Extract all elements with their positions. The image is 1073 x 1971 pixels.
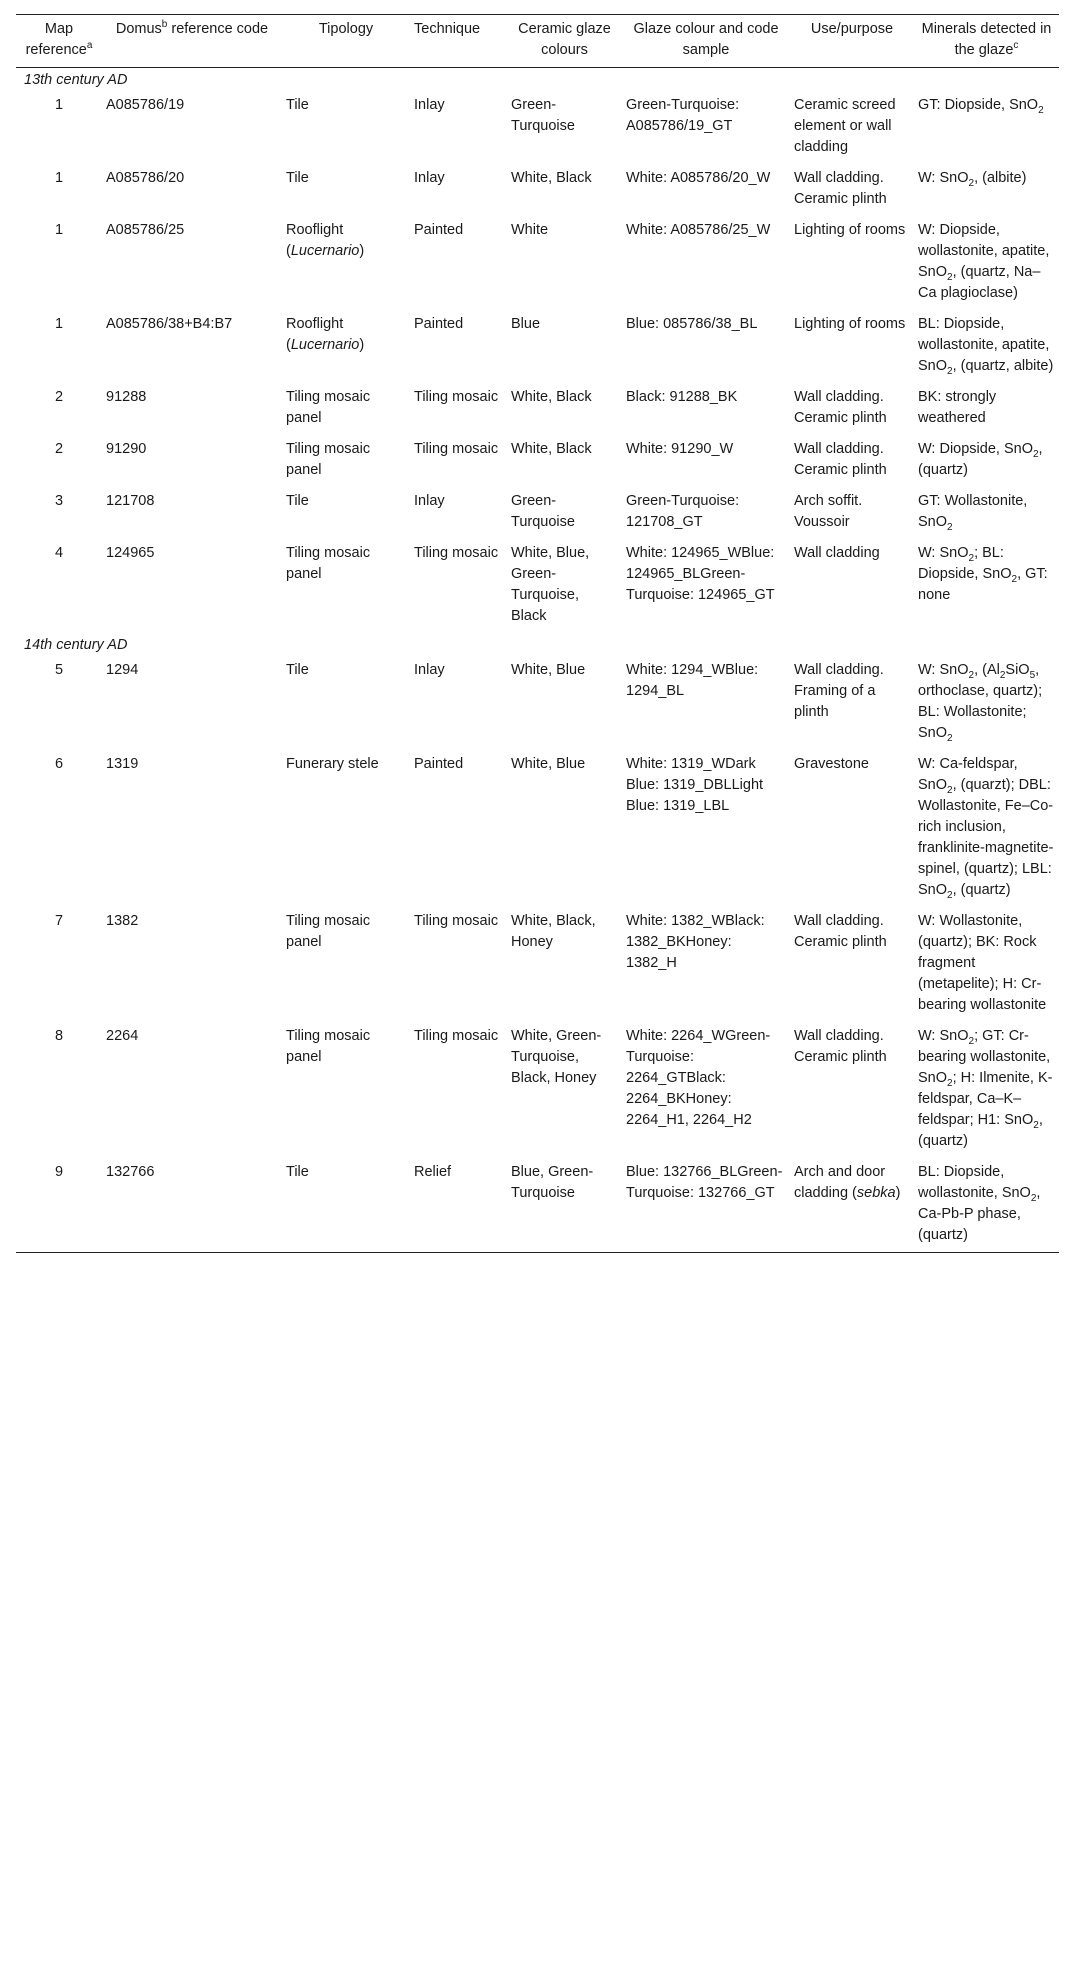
minerals-cell: BL: Diopside, wollastonite, apatite, SnO$_2$, (quartz, albite) [918, 316, 1054, 377]
table-row [16, 1158, 1059, 1253]
domus-code-cell: 2264 [106, 1028, 139, 1044]
tipology-cell: Tile [286, 493, 309, 509]
use-purpose-cell: Wall cladding. Ceramic plinth [794, 441, 887, 478]
map-reference-cell: 1 [54, 170, 64, 186]
glaze-code-cell: White: 1319_WDark Blue: 1319_DBLLight Blue: 1319_LBL [626, 756, 764, 814]
table-header [16, 15, 1059, 68]
use-purpose-cell: Gravestone [794, 756, 869, 772]
map-reference-cell: 1 [54, 97, 64, 113]
minerals-cell: BK: strongly weathered [918, 389, 997, 426]
use-purpose-cell: Wall cladding. Ceramic plinth [794, 389, 887, 426]
technique-cell: Inlay [414, 97, 445, 113]
technique-cell: Tiling mosaic [414, 545, 499, 561]
ceramic-colours-cell: Green-Turquoise [511, 97, 575, 134]
domus-code-cell: 121708 [106, 493, 155, 509]
map-reference-cell: 4 [54, 545, 64, 561]
glaze-code-cell: White: 1294_WBlue: 1294_BL [626, 662, 759, 699]
map-reference-cell: 2 [54, 441, 64, 457]
ceramic-colours-cell: White, Blue, Green-Turquoise, Black [511, 545, 590, 624]
use-purpose-cell: Wall cladding [794, 545, 880, 561]
glaze-code-cell: White: 91290_W [626, 441, 734, 457]
technique-cell: Tiling mosaic [414, 913, 499, 929]
glaze-code-cell: Black: 91288_BK [626, 389, 738, 405]
use-purpose-cell: Lighting of rooms [794, 316, 906, 332]
use-purpose-cell: Wall cladding. Framing of a plinth [794, 662, 884, 720]
ceramic-colours-cell: Green-Turquoise [511, 493, 575, 530]
table-row [16, 164, 1059, 216]
glaze-table [16, 14, 1059, 1253]
use-purpose-cell: Wall cladding. Ceramic plinth [794, 1028, 887, 1065]
map-reference-cell: 9 [16, 1158, 102, 1253]
table-row [16, 656, 1059, 750]
minerals-cell: W: SnO$_2$, (albite) [918, 170, 1027, 189]
use-purpose-cell: Wall cladding. Ceramic plinth [794, 913, 887, 950]
technique-cell: Painted [414, 222, 464, 238]
minerals-cell: W: Wollastonite, (quartz); BK: Rock fragment (metapelite); H: Cr-bearing wollastonite [918, 913, 1047, 1013]
minerals-cell: W: SnO$_2$; BL: Diopside, SnO$_2$, GT: none [918, 545, 1048, 603]
tipology-cell: Tile [286, 97, 309, 113]
domus-code-cell: 1319 [106, 756, 139, 772]
technique-cell: Tiling mosaic [414, 389, 499, 405]
table-row [16, 1022, 1059, 1158]
map-reference-cell: 6 [54, 756, 64, 772]
ceramic-colours-cell: Blue, Green-Turquoise [507, 1158, 622, 1253]
ceramic-colours-cell: Blue [511, 316, 541, 332]
header-domus-code: Domus$^b$ reference code [102, 15, 282, 68]
technique-cell: Painted [414, 756, 464, 772]
header-tipology: Tipology [282, 15, 410, 68]
technique-cell: Inlay [414, 662, 445, 678]
technique-cell: Inlay [414, 170, 445, 186]
domus-code-cell: 91288 [106, 389, 147, 405]
minerals-cell: W: Diopside, SnO$_2$, (quartz) [918, 441, 1043, 478]
glaze-code-cell: White: A085786/20_W [626, 170, 771, 186]
ceramic-colours-cell: White [511, 222, 549, 238]
technique-cell: Painted [414, 316, 464, 332]
glaze-code-cell: White: 2264_WGreen-Turquoise: 2264_GTBlack: 2264_BKHoney: 2264_H1, 2264_H2 [626, 1028, 771, 1128]
map-reference-cell: 2 [54, 389, 64, 405]
header-ceramic-glaze-colours: Ceramic glaze colours [507, 15, 622, 68]
section-title: 13th century AD [24, 72, 128, 88]
tipology-cell: Funerary stele [286, 756, 379, 772]
domus-code-cell: A085786/20 [106, 170, 185, 186]
use-purpose-cell: Lighting of rooms [794, 222, 906, 238]
domus-code-cell: A085786/25 [106, 222, 185, 238]
ceramic-colours-cell: White, Black [511, 441, 592, 457]
table-row [16, 750, 1059, 907]
header-use-purpose: Use/purpose [790, 15, 914, 68]
ceramic-colours-cell: White, Green-Turquoise, Black, Honey [511, 1028, 602, 1086]
section-row [16, 68, 1059, 92]
tipology-cell: Rooflight (Lucernario) [286, 316, 365, 353]
glaze-code-cell: Green-Turquoise: 121708_GT [626, 493, 740, 530]
header-minerals: Minerals detected in the glaze$^c$ [914, 15, 1059, 68]
technique-cell: Tiling mosaic [414, 441, 499, 457]
domus-code-cell: 1382 [106, 913, 139, 929]
glaze-code-cell: White: 1382_WBlack: 1382_BKHoney: 1382_H [626, 913, 765, 971]
tipology-cell: Tiling mosaic panel [286, 913, 371, 950]
tipology-cell: Tile [282, 1158, 410, 1253]
use-purpose-cell: Ceramic screed element or wall cladding [794, 97, 896, 155]
domus-code-cell: 1294 [106, 662, 139, 678]
glaze-code-cell: White: 124965_WBlue: 124965_BLGreen-Turquoise: 124965_GT [626, 545, 775, 603]
map-reference-cell: 8 [54, 1028, 64, 1044]
table-row [16, 435, 1059, 487]
domus-code-cell: 91290 [106, 441, 147, 457]
map-reference-cell: 3 [54, 493, 64, 509]
header-glaze-colour-code: Glaze colour and code sample [622, 15, 790, 68]
tipology-cell: Tiling mosaic panel [286, 545, 371, 582]
table-row [16, 216, 1059, 310]
table-row [16, 907, 1059, 1022]
ceramic-colours-cell: White, Blue [511, 756, 586, 772]
tipology-cell: Rooflight (Lucernario) [286, 222, 365, 259]
table-body [16, 68, 1059, 1253]
map-reference-cell: 5 [54, 662, 64, 678]
domus-code-cell: 132766 [102, 1158, 282, 1253]
use-purpose-cell: Arch and door cladding (sebka) [790, 1158, 914, 1253]
minerals-cell: W: Diopside, wollastonite, apatite, SnO$_2$, (quartz, Na–Ca plagioclase) [918, 222, 1050, 301]
minerals-cell: W: Ca-feldspar, SnO$_2$, (quarzt); DBL: Wollastonite, Fe–Co-rich inclusion, franklinite-magnetite-spinel, (quartz); LBL: SnO$_2$, (quartz) [918, 756, 1054, 901]
domus-code-cell: A085786/38+B4:B7 [106, 316, 233, 332]
tipology-cell: Tiling mosaic panel [286, 389, 371, 426]
table-row [16, 383, 1059, 435]
glaze-code-cell: Blue: 085786/38_BL [626, 316, 758, 332]
table-row [16, 539, 1059, 633]
map-reference-cell: 7 [54, 913, 64, 929]
minerals-cell: W: SnO$_2$; GT: Cr-bearing wollastonite, SnO$_2$; H: Ilmenite, K-feldspar, Ca–K–feldspar; H1: SnO$_2$, (quartz) [918, 1028, 1053, 1149]
glaze-code-cell: Blue: 132766_BLGreen-Turquoise: 132766_GT [622, 1158, 790, 1253]
glaze-code-cell: Green-Turquoise: A085786/19_GT [626, 97, 740, 134]
ceramic-colours-cell: White, Black, Honey [511, 913, 596, 950]
technique-cell: Relief [410, 1158, 507, 1253]
domus-code-cell: 124965 [106, 545, 155, 561]
header-map-reference: Map reference$^a$ [16, 15, 102, 68]
ceramic-colours-cell: White, Black [511, 389, 592, 405]
technique-cell: Inlay [414, 493, 445, 509]
glaze-code-cell: White: A085786/25_W [626, 222, 771, 238]
tipology-cell: Tiling mosaic panel [286, 1028, 371, 1065]
map-reference-cell: 1 [54, 316, 64, 332]
header-technique: Technique [410, 15, 507, 68]
tipology-cell: Tile [286, 662, 309, 678]
ceramic-colours-cell: White, Blue [511, 662, 586, 678]
table-row [16, 487, 1059, 539]
map-reference-cell: 1 [54, 222, 64, 238]
domus-code-cell: A085786/19 [106, 97, 185, 113]
minerals-cell: GT: Wollastonite, SnO$_2$ [918, 493, 1028, 533]
use-purpose-cell: Arch soffit. Voussoir [794, 493, 863, 530]
section-title: 14th century AD [24, 637, 128, 653]
technique-cell: Tiling mosaic [414, 1028, 499, 1044]
ceramic-colours-cell: White, Black [511, 170, 592, 186]
tipology-cell: Tiling mosaic panel [286, 441, 371, 478]
minerals-cell: W: SnO$_2$, ($Al_2SiO_5$, orthoclase, quartz); BL: Wollastonite; SnO$_2$ [918, 662, 1043, 744]
minerals-cell: BL: Diopside, wollastonite, SnO$_2$, Ca-Pb-P phase, (quartz) [914, 1158, 1059, 1253]
section-row [16, 633, 1059, 656]
use-purpose-cell: Wall cladding. Ceramic plinth [794, 170, 887, 207]
tipology-cell: Tile [286, 170, 309, 186]
minerals-cell: GT: Diopside, SnO$_2$ [918, 97, 1044, 116]
table-row [16, 91, 1059, 164]
table-row [16, 310, 1059, 383]
